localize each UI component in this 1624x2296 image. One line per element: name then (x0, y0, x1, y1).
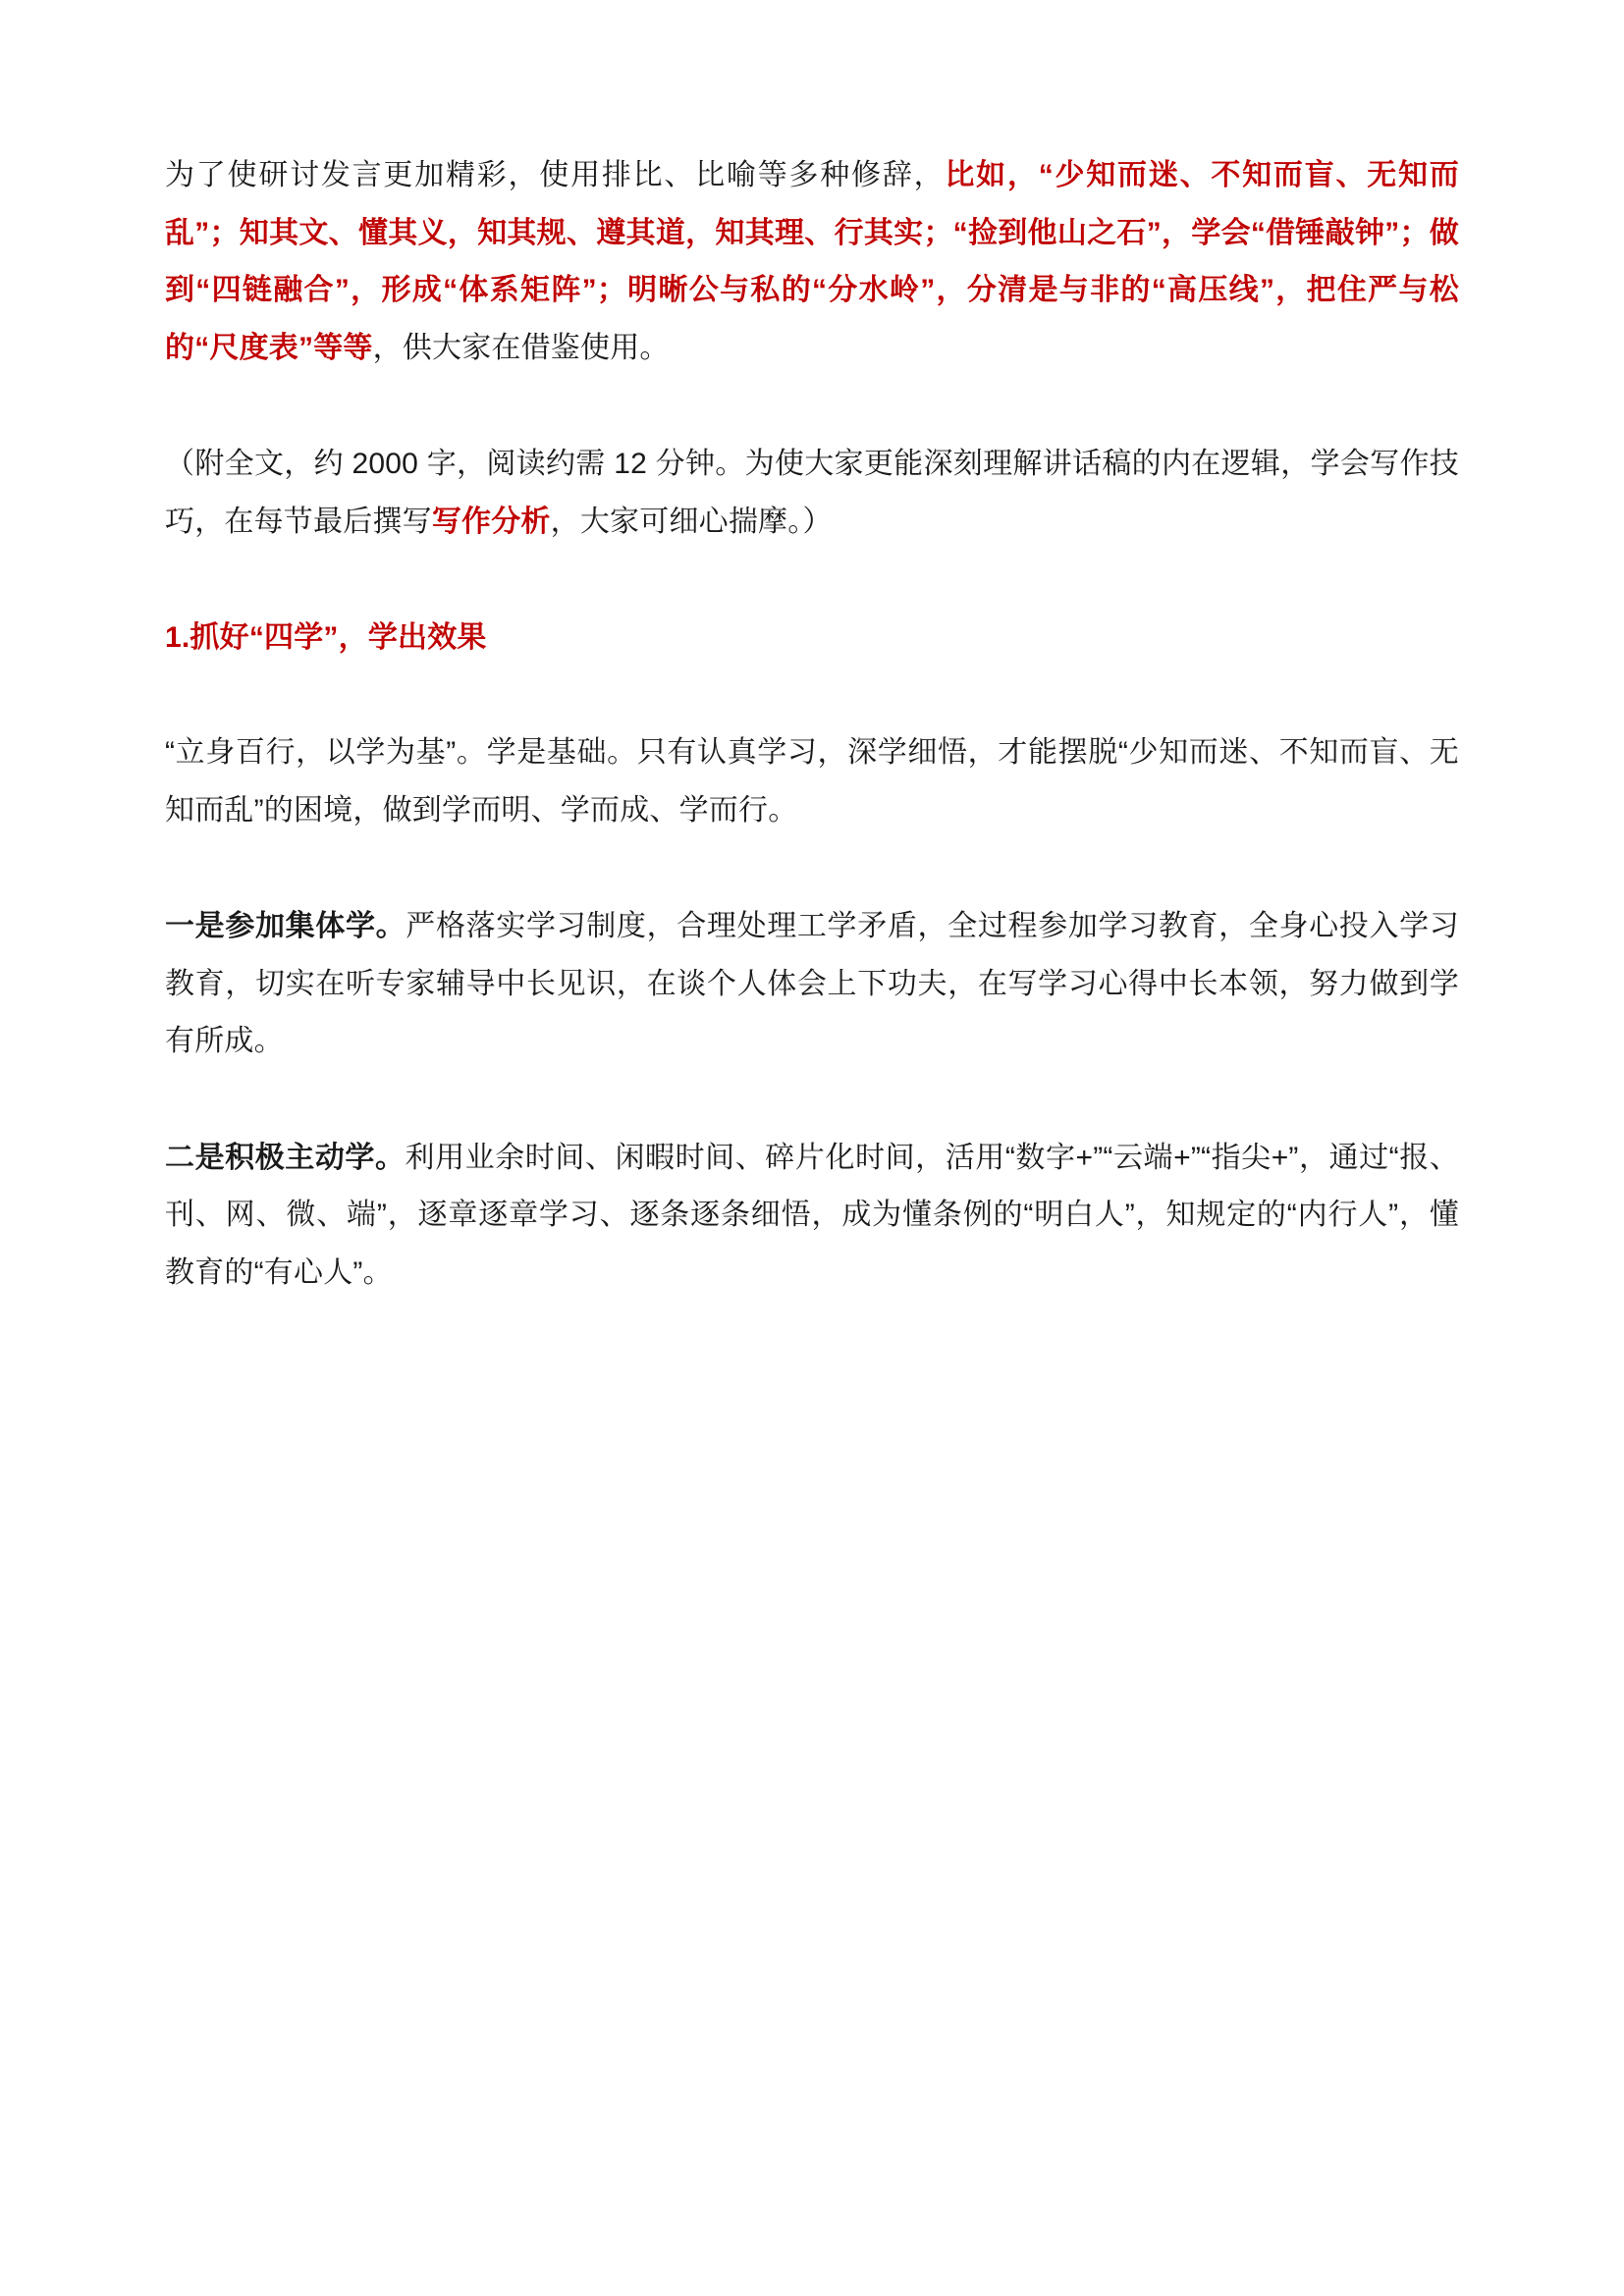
spacer (165, 1104, 1459, 1130)
spacer (165, 410, 1459, 436)
text-run-highlight: 比如，“少知而迷、不知而盲、无知而乱”；知其文、懂其义，知其规、遵其道，知其理、行其实；“捡到他山之石”，学会“借锤敲钟”；做到“四链融合”，形成“体系矩阵”；明晰公与私的“分水岭”，分清是与非的“高压线”，把住严与松的“尺度表”等等 (165, 159, 1459, 364)
paragraph-learning-foundation: “立身百行，以学为基”。学是基础。只有认真学习，深学细悟，才能摆脱“少知而迷、不知而盲、无知而乱”的困境，做到学而明、学而成、学而行。 (165, 736, 1459, 827)
paragraph-point-one (165, 898, 1459, 1071)
spacer (165, 584, 1459, 610)
text-run-plain-tail: ，大家可细心揣摩。） (550, 505, 833, 538)
spacer (165, 873, 1459, 898)
text-run-body: 利用业余时间、闲暇时间、碎片化时间，活用“数字+”“云端+”“指尖+”，通过“报、刊、网、微、端”，逐章逐章学习、逐条逐条细悟，成为懂条例的“明白人”，知规定的“内行人”，懂教育的“有心人”。 (165, 1141, 1459, 1289)
paragraph-fulltext-note (165, 436, 1459, 551)
text-run-plain: 为了使研讨发言更加精彩，使用排比、比喻等多种修辞， (165, 159, 946, 191)
spacer (165, 699, 1459, 724)
paragraph-point-two (165, 1130, 1459, 1303)
paragraph-rhetoric-intro (165, 147, 1459, 377)
text-run-lead: 一是参加集体学。 (165, 910, 406, 942)
text-run-highlight-writing-analysis: 写作分析 (431, 505, 551, 538)
text-run-plain-tail: ，供大家在借鉴使用。 (372, 331, 670, 364)
text-run-plain: （附全文，约 2000 字，阅读约需 12 分钟。为使大家更能深刻理解讲话稿的内在逻辑，学会写作技巧，在每节最后撰写 (165, 448, 1459, 538)
text-run-body: 严格落实学习制度，合理处理工学矛盾，全过程参加学习教育，全身心投入学习教育，切实在听专家辅导中长见识，在谈个人体会上下功夫，在写学习心得中长本领，努力做到学有所成。 (165, 910, 1459, 1057)
section-heading-1: 1.抓好“四学”，学出效果 (165, 621, 487, 654)
text-run-lead: 二是积极主动学。 (165, 1141, 406, 1174)
